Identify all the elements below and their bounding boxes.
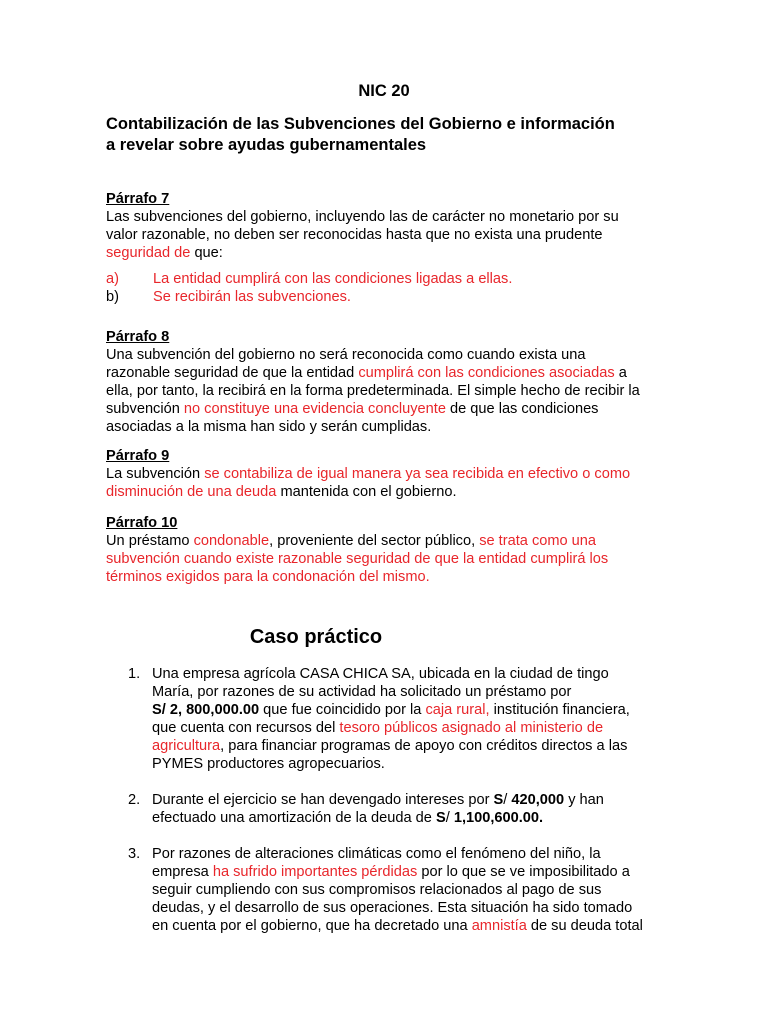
paragraph-10-line [106,532,662,550]
highlight-text: agricultura [152,738,221,754]
case-item-1 [106,665,666,773]
case-line: Una empresa agrícola CASA CHICA SA, ubicada en la ciudad de tingo [152,666,609,682]
plain-text: que: [190,245,223,261]
list-item-text: La entidad cumplirá con las condiciones ligadas a ellas. [153,271,513,287]
plain-text: subvención [106,401,184,417]
list-marker: b) [106,289,119,305]
plain-text: Un préstamo [106,533,194,549]
case-line: deudas, y el desarrollo de sus operaciones. Esta situación ha sido tomado [152,900,633,916]
paragraph-8-line [106,400,662,418]
amount-text: S [435,810,446,826]
case-line: María, por razones de su actividad ha solicitado un préstamo por [152,684,572,700]
plain-text: Durante el ejercicio se han devengado intereses por [152,792,494,808]
subtitle-line-2: a revelar sobre ayudas gubernamentales [106,136,427,154]
document-title: NIC 20 [358,82,410,100]
case-line: PYMES productores agropecuarios. [152,756,385,772]
paragraph-9-line [106,465,662,483]
case-line: seguir cumpliendo con sus compromisos relacionados al pago de sus [152,882,602,898]
amount-text: S/ 2, 800,000.00 [152,702,260,718]
paragraph-10-line: subvención cuando existe razonable seguridad de que la entidad cumplirá los [106,551,609,567]
plain-text: de que las condiciones [445,401,599,417]
paragraph-10-heading: Párrafo 10 [106,515,178,531]
plain-text: , para financiar programas de apoyo con créditos directos a las [220,738,628,754]
case-line: Por razones de alteraciones climáticas como el fenómeno del niño, la [152,846,601,862]
highlight-text: se trata como una [479,533,597,549]
plain-text: / [503,792,512,808]
case-line [152,863,662,881]
plain-text: que fue coincidido por la [259,702,426,718]
paragraph-7-heading: Párrafo 7 [106,191,170,207]
case-title: Caso práctico [249,626,383,648]
paragraph-8 [106,328,662,436]
highlight-text: se contabiliza de igual manera ya sea recibida en efectivo o como [204,466,631,482]
paragraph-9 [106,447,662,501]
paragraph-8-line: Una subvención del gobierno no será reconocida como cuando exista una [106,347,586,363]
paragraph-10 [106,514,662,586]
plain-text: y han [564,792,604,808]
case-line [152,809,662,827]
plain-text: razonable seguridad de que la entidad [106,365,359,381]
highlight-text: ha sufrido importantes pérdidas [212,864,418,880]
list-item [106,288,662,306]
paragraph-9-heading: Párrafo 9 [106,448,170,464]
case-item-text [152,665,662,773]
plain-text: en cuenta por el gobierno, que ha decretado una [152,918,472,934]
highlight-text: tesoro públicos asignado al ministerio de [339,720,604,736]
case-item-3 [106,845,666,935]
highlight-text: caja rural, [425,702,490,718]
plain-text: institución financiera, [489,702,630,718]
amount-text: 420,000 [511,792,565,808]
case-item-number: 2. [128,792,141,808]
case-line [152,791,662,809]
case-line [152,701,662,719]
list-item [106,270,662,288]
plain-text: de su deuda total [526,918,643,934]
amount-text: 1,100,600.00. [453,810,544,826]
case-item-text [152,845,662,935]
plain-text: empresa [152,864,213,880]
document-subtitle [106,114,666,156]
plain-text: mantenida con el gobierno. [276,484,457,500]
plain-text: efectuado una amortización de la deuda de [152,810,436,826]
paragraph-7-list [106,270,662,306]
paragraph-7-line: valor razonable, no deben ser reconocidas hasta que no exista una prudente [106,227,603,243]
case-line [152,917,662,935]
list-marker: a) [106,271,119,287]
plain-text: a [614,365,627,381]
paragraph-8-line [106,364,662,382]
highlight-text: cumplirá con las condiciones asociadas [358,365,615,381]
paragraph-9-line [106,483,662,501]
case-line [152,737,662,755]
plain-text: que cuenta con recursos del [152,720,340,736]
highlight-text: no constituye una evidencia concluyente [183,401,446,417]
highlight-text: disminución de una deuda [106,484,277,500]
plain-text: por lo que se ve imposibilitado a [417,864,630,880]
paragraph-8-line: ella, por tanto, la recibirá en la forma predeterminada. El simple hecho de recibir la [106,383,640,399]
paragraph-7 [106,190,662,306]
case-item-text [152,791,662,827]
paragraph-8-heading: Párrafo 8 [106,329,170,345]
paragraph-7-line [106,244,662,262]
list-item-text: Se recibirán las subvenciones. [153,289,351,305]
plain-text: , proveniente del sector público, [269,533,480,549]
amount-text: S [493,792,504,808]
case-item-number: 1. [128,666,141,682]
case-item-number: 3. [128,846,141,862]
paragraph-10-line: términos exigidos para la condonación del mismo. [106,569,430,585]
highlight-text: condonable [193,533,270,549]
highlight-text: seguridad de [106,245,191,261]
plain-text: / [445,810,454,826]
case-line [152,719,662,737]
case-item-2 [106,791,666,827]
plain-text: La subvención [106,466,205,482]
highlight-text: amnistía [471,918,527,934]
subtitle-line-1: Contabilización de las Subvenciones del Gobierno e información [106,115,615,133]
paragraph-8-line: asociadas a la misma han sido y serán cumplidas. [106,419,432,435]
paragraph-7-line: Las subvenciones del gobierno, incluyendo las de carácter no monetario por su [106,209,619,225]
